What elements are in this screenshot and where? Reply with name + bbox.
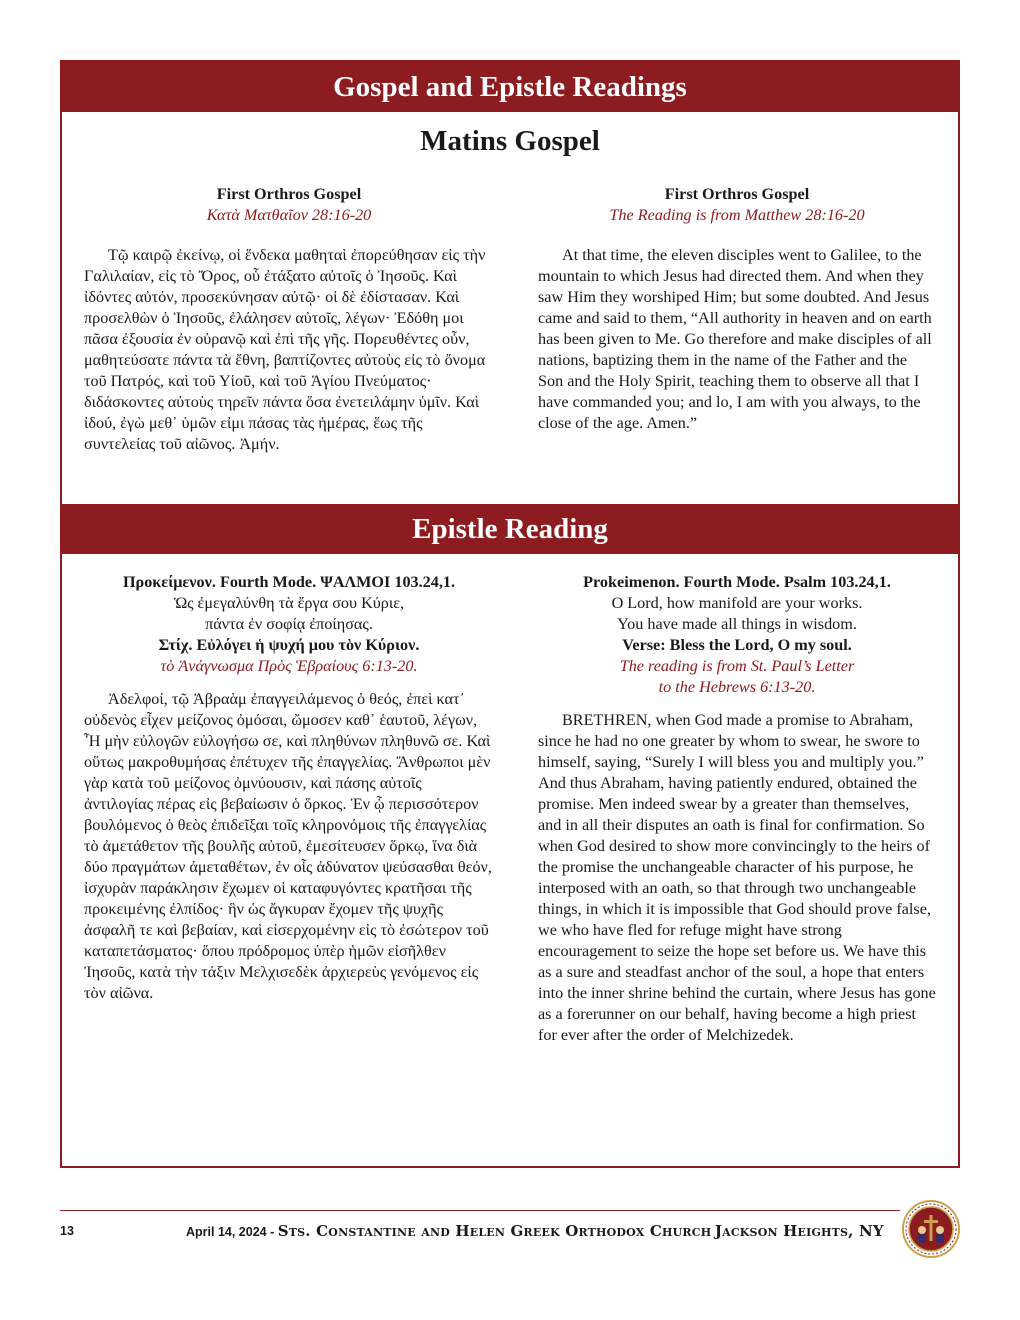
epistle-english-line-1: O Lord, how manifold are your works. xyxy=(611,594,863,612)
gospel-greek-reference: Κατὰ Ματθαῖον 28:16-20 xyxy=(206,206,372,224)
epistle-english-reference-line-2: to the Hebrews 6:13-20. xyxy=(658,678,816,696)
church-seal-icon xyxy=(902,1200,960,1258)
footer-location: Jackson Heights, NY xyxy=(714,1222,884,1240)
epistle-greek-verse: Στίχ. Εὐλόγει ἡ ψυχή μου τὸν Κύριον. xyxy=(158,636,420,654)
gospel-english-text: At that time, the eleven disciples went to Galilee, to the mountain to which Jesus had directed them. And when they saw Him they worshiped Him; but some doubted. And Jesus came and said to them, “All authority in heaven and on earth has been given to Me. Go therefore and make disciples of all nations, baptizing them in the name of the Father and the Son and the Holy Spirit, teaching them to observe all that I have commanded you; and lo, I am with you always, to the close of the age. Amen.” xyxy=(538,246,932,432)
epistle-greek-line-2: πάντα ἐν σοφίᾳ ἐποίησας. xyxy=(205,615,373,633)
footer-date: April 14, 2024 xyxy=(186,1225,267,1239)
epistle-english-line-2: You have made all things in wisdom. xyxy=(617,615,857,633)
section-banner-readings: Gospel and Epistle Readings xyxy=(62,62,958,112)
epistle-english-text: BRETHREN, when God made a promise to Abraham, since he had no one greater by whom to swear, he swore to himself, saying, “Surely I will bless you and multiply you.” And thus Abraham, having patiently endured, obtained the promise. Men indeed swear by a greater than themselves, and in all their disputes an oath is final for confirmation. So when God desired to show more convincingly to the heirs of the promise the unchangeable character of his purpose, he interposed with an oath, so that through two unchangeable things, in which it is impossible that God should prove false, we who have fled for refuge might have strong encouragement to seize the hope set before us. We have this as a sure and steadfast anchor of the soul, a hope that enters into the inner shrine behind the curtain, where Jesus has gone as a forerunner on our behalf, having become a high priest for ever after the order of Melchizedek. xyxy=(538,711,936,1044)
gospel-english-heading: First Orthros Gospel xyxy=(664,185,810,203)
epistle-english-reference-line-1: The reading is from St. Paul’s Letter xyxy=(619,657,855,675)
epistle-english-column xyxy=(538,572,936,1046)
epistle-greek-column xyxy=(84,572,494,1004)
gospel-greek-column xyxy=(84,184,494,455)
gospel-english-column xyxy=(538,184,936,434)
footer-church-name: Sts. Constantine and Helen Greek Orthodox Church xyxy=(277,1222,712,1240)
matins-gospel-title: Matins Gospel xyxy=(420,125,600,157)
readings-frame xyxy=(60,60,960,1168)
gospel-english-reference: The Reading is from Matthew 28:16-20 xyxy=(609,206,865,224)
footer-divider xyxy=(60,1210,900,1211)
epistle-greek-reference: τὸ Ἀνάγνωσμα Πρὸς Ἑβραίους 6:13-20. xyxy=(160,657,418,675)
epistle-greek-text: Ἀδελφοί, τῷ Ἀβραὰμ ἐπαγγειλάμενος ὁ θεός, ἐπεὶ κατ᾽ οὐδενὸς εἶχεν μείζονος ὀμόσαι, ὤμοσεν καθ᾽ ἑαυτοῦ, λέγων, Ἦ μὴν εὐλογῶν εὐλογήσω σε, καὶ πληθύνων πληθυνῶ σε. Καὶ οὕτως μακροθυμήσας ἐπέτυχεν τῆς ἐπαγγελίας. Ἄνθρωποι μὲν γὰρ κατὰ τοῦ μείζονος ὀμνύουσιν, καὶ πάσης αὐτοῖς ἀντιλογίας πέρας εἰς βεβαίωσιν ὁ ὅρκος. Ἐν ᾧ περισσότερον βουλόμενος ὁ θεὸς ἐπιδεῖξαι τοῖς κληρονόμοις τῆς ἐπαγγελίας τὸ ἀμετάθετον τῆς βουλῆς αὐτοῦ, ἐμεσίτευσεν ὅρκῳ, ἵνα διὰ δύο πραγμάτων ἀμεταθέτων, ἐν οἷς ἀδύνατον ψεύσασθαι θεόν, ἰσχυρὰν παράκλησιν ἔχωμεν οἱ καταφυγόντες κρατῆσαι τῆς προκειμένης ἐλπίδος· ἣν ὡς ἄγκυραν ἔχομεν τῆς ψυχῆς ἀσφαλῆ τε καὶ βεβαίαν, καὶ εἰσερχομένην εἰς τὸ ἐσώτερον τοῦ καταπετάσματος· ὅπου πρόδρομος ὑπὲρ ἡμῶν εἰσῆλθεν Ἰησοῦς, κατὰ τὴν τάξιν Μελχισεδὲκ ἀρχιερεὺς γενόμενος εἰς τὸν αἰῶνα. xyxy=(84,690,492,1002)
epistle-greek-line-1: Ὡς ἐμεγαλύνθη τὰ ἔργα σου Κύριε, xyxy=(173,594,405,612)
epistle-english-prokeimenon: Prokeimenon. Fourth Mode. Psalm 103.24,1. xyxy=(583,573,891,591)
epistle-english-verse: Verse: Bless the Lord, O my soul. xyxy=(622,636,852,654)
gospel-greek-heading: First Orthros Gospel xyxy=(216,185,362,203)
epistle-greek-prokeimenon: Προκείμενον. Fourth Mode. ΨΑΛΜΟΙ 103.24,1. xyxy=(122,573,456,591)
gospel-greek-text: Τῷ καιρῷ ἐκείνῳ, οἱ ἕνδεκα μαθηταὶ ἐπορεύθησαν εἰς τὴν Γαλιλαίαν, εἰς τὸ Ὄρος, οὗ ἐτάξατο αὐτοῖς ὁ Ἰησοῦς. Καὶ ἰδόντες αὐτόν, προσεκύνησαν αὐτῷ· οἱ δὲ ἐδίστασαν. Καὶ προσελθὼν ὁ Ἰησοῦς, ἐλάλησεν αὐτοῖς, λέγων· Ἐδόθη μοι πᾶσα ἐξουσία ἐν οὐρανῷ καὶ ἐπὶ τῆς γῆς. Πορευθέντες οὖν, μαθητεύσατε πάντα τὰ ἔθνη, βαπτίζοντες αὐτοὺς εἰς τὸ ὄνομα τοῦ Πατρός, καὶ τοῦ Υἱοῦ, καὶ τοῦ Ἁγίου Πνεύματος· διδάσκοντες αὐτοὺς τηρεῖν πάντα ὅσα ἐνετειλάμην ὑμῖν. Καὶ ἰδού, ἐγὼ μεθ᾽ ὑμῶν εἰμι πάσας τὰς ἡμέρας, ἕως τῆς συντελείας τοῦ αἰῶνος. Ἀμήν. xyxy=(84,246,486,453)
footer-line xyxy=(186,1222,884,1241)
section-banner-epistle: Epistle Reading xyxy=(62,504,958,554)
page-number: 13 xyxy=(60,1224,74,1238)
footer-separator: - xyxy=(270,1225,275,1239)
